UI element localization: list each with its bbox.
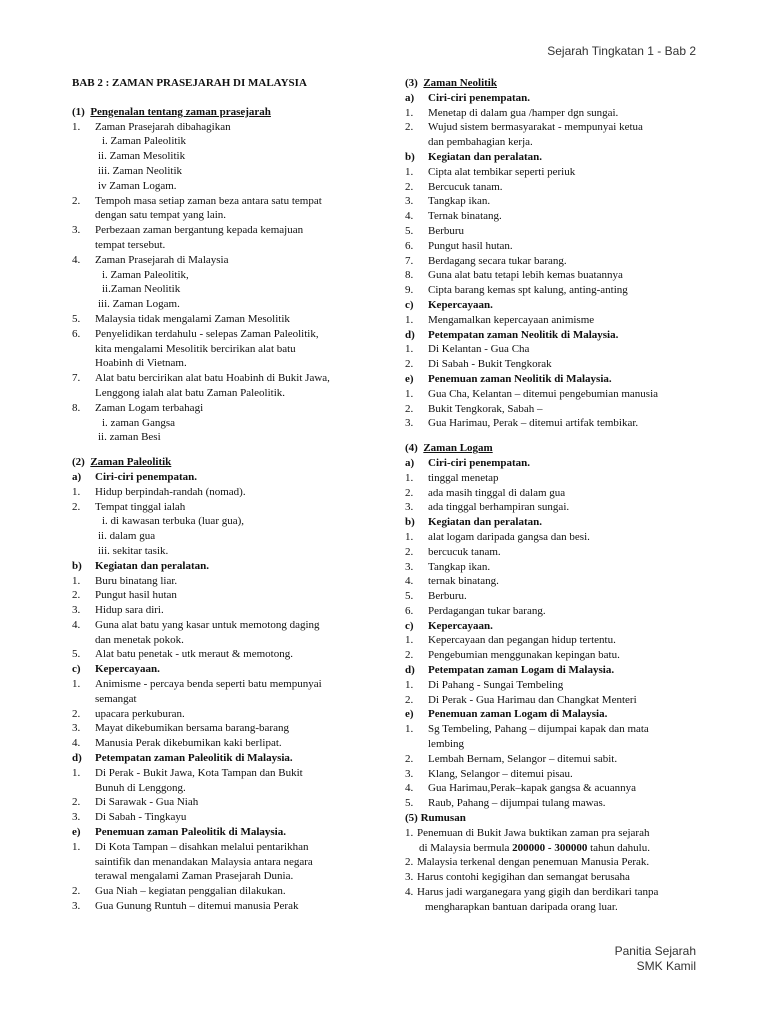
list-item: 5. Raub, Pahang – dijumpai tulang mawas. (405, 797, 606, 810)
sub-heading: d) Petempatan zaman Paleolitik di Malaysia. (72, 752, 293, 765)
list-item-continuation: dan pembahagian kerja. (428, 136, 533, 149)
sub-item: i. Zaman Paleolitik (102, 135, 187, 148)
list-item-continuation: dan menetak pokok. (95, 633, 184, 646)
sub-heading: e) Penemuan zaman Paleolitik di Malaysia. (72, 826, 286, 839)
list-item: 2. Lembah Bernam, Selangor – ditemui sabit. (405, 752, 618, 765)
list-item: 1. Di Perak - Bukit Jawa, Kota Tampan dan Bukit (72, 766, 303, 779)
list-item-continuation: dengan satu tempat yang lain. (95, 209, 227, 222)
sub-item: ii. dalam gua (98, 530, 156, 543)
list-item: 8. Zaman Logam terbahagi (72, 401, 204, 414)
list-item: 9. Cipta barang kemas spt kalung, anting-anting (405, 284, 628, 297)
page-footer (615, 944, 696, 974)
list-item: 1. Hidup berpindah-randah (nomad). (72, 485, 246, 498)
sub-heading: b) Kegiatan dan peralatan. (405, 516, 542, 529)
sub-heading: b) Kegiatan dan peralatan. (405, 150, 542, 163)
sub-item: iii. Zaman Neolitik (98, 164, 183, 177)
sub-item: ii. zaman Besi (98, 431, 161, 444)
list-item: 1. Gua Cha, Kelantan – ditemui pengebumian manusia (405, 387, 659, 400)
list-item: 2. ada masih tinggal di dalam gua (405, 486, 566, 499)
list-item: 6. Pungut hasil hutan. (405, 239, 513, 252)
list-item: 3. Di Sabah - Tingkayu (72, 811, 187, 824)
list-item: 5. Berburu. (405, 590, 467, 603)
list-item: 3. ada tinggal berhampiran sungai. (405, 501, 570, 514)
list-item: 2. Bukit Tengkorak, Sabah – (405, 402, 543, 415)
list-item: 3. Mayat dikebumikan bersama barang-barang (72, 722, 289, 735)
sub-heading: a) Ciri-ciri penempatan. (72, 470, 198, 483)
sub-heading: c) Kepercayaan. (405, 619, 493, 632)
list-item: 4. Harus jadi warganegara yang gigih dan berdikari tanpa (405, 886, 659, 899)
list-item: 3. Klang, Selangor – ditemui pisau. (405, 767, 573, 780)
list-item: 1. Animisme - percaya benda seperti batu mempunyai (72, 678, 322, 691)
list-item: 2. Tempat tinggal ialah (72, 500, 186, 513)
sub-heading: c) Kepercayaan. (72, 663, 160, 676)
list-item: 4. Guna alat batu yang kasar untuk memotong daging (72, 618, 320, 631)
list-item-continuation: semangat (95, 692, 137, 705)
list-item: 1. Di Kota Tampan – disahkan melalui pentarikhan (72, 840, 309, 853)
list-item: 1. Buru binatang liar. (72, 574, 178, 587)
sub-item: ii.Zaman Neolitik (102, 283, 181, 296)
list-item: 5. Alat batu penetak - utk meraut & memotong. (72, 648, 293, 661)
list-item: 2. upacara perkuburan. (72, 707, 185, 720)
section-1-heading: (1) Pengenalan tentang zaman prasejarah (72, 105, 271, 118)
list-item: 1. alat logam daripada gangsa dan besi. (405, 530, 590, 543)
list-item: 3. Gua Gunung Runtuh – ditemui manusia Perak (72, 900, 299, 913)
list-item: 3. Gua Harimau, Perak – ditemui artifak tembikar. (405, 417, 639, 430)
sub-item: iii. Zaman Logam. (98, 298, 180, 311)
list-item: 2. Malaysia terkenal dengan penemuan Manusia Perak. (405, 856, 650, 869)
list-item: 1. Mengamalkan kepercayaan animisme (405, 313, 595, 326)
list-item: 3. Perbezaan zaman bergantung kepada kemajuan (72, 224, 304, 237)
sub-item: i. Zaman Paleolitik, (102, 268, 189, 281)
list-item-continuation: kita mengalami Mesolitik bercirikan alat batu (95, 342, 296, 355)
list-item: 1. Sg Tembeling, Pahang – dijumpai kapak dan mata (405, 723, 649, 736)
right-column (405, 76, 697, 915)
sub-heading: d) Petempatan zaman Logam di Malaysia. (405, 664, 615, 677)
list-item: 8. Guna alat batu tetapi lebih kemas buatannya (405, 269, 623, 282)
list-item: 4. Gua Harimau,Perak–kapak gangsa & acuannya (405, 782, 637, 795)
list-item-continuation: Hoabinh di Vietnam. (95, 357, 187, 370)
list-item: 2. Wujud sistem bermasyarakat - mempunyai ketua (405, 121, 643, 134)
sub-item: i. zaman Gangsa (102, 416, 175, 429)
list-item: 1. Kepercayaan dan pegangan hidup tertentu. (405, 634, 616, 647)
list-item-continuation: di Malaysia bermula 200000 - 300000 tahun dahulu. (419, 841, 650, 854)
list-item: 2. bercucuk tanam. (405, 545, 501, 558)
list-item: 1. tinggal menetap (405, 471, 499, 484)
list-item: 2. Pengebumian menggunakan kepingan batu. (405, 649, 620, 662)
list-item: 4. Zaman Prasejarah di Malaysia (72, 253, 229, 266)
list-item: 1. Cipta alat tembikar seperti periuk (405, 165, 576, 178)
list-item: 1. Di Pahang - Sungai Tembeling (405, 678, 564, 691)
list-item: 5. Berburu (405, 224, 465, 237)
page-header: Sejarah Tingkatan 1 - Bab 2 (547, 44, 696, 58)
list-item: 3. Tangkap ikan. (405, 195, 491, 208)
sub-item: iii. sekitar tasik. (98, 544, 169, 557)
sub-heading: b) Kegiatan dan peralatan. (72, 559, 209, 572)
list-item: 1. Penemuan di Bukit Jawa buktikan zaman pra sejarah (405, 826, 650, 839)
list-item-continuation: Bunuh di Lenggong. (95, 781, 186, 794)
list-item: 3. Harus contohi kegigihan dan semangat berusaha (405, 871, 630, 884)
list-item: 2. Gua Niah – kegiatan penggalian dilakukan. (72, 885, 286, 898)
sub-item: i. di kawasan terbuka (luar gua), (102, 515, 245, 528)
list-item: 2. Tempoh masa setiap zaman beza antara satu tempat (72, 194, 322, 207)
footer-line-2: SMK Kamil (636, 959, 696, 973)
list-item: 3. Tangkap ikan. (405, 560, 491, 573)
list-item: 4. Manusia Perak dikebumikan kaki berlipat. (72, 737, 282, 750)
list-item: 4. Ternak binatang. (405, 210, 502, 223)
sub-heading: c) Kepercayaan. (405, 298, 493, 311)
list-item-continuation: mengharapkan bantuan daripada orang luar. (425, 900, 618, 913)
list-item: 2. Di Sabah - Bukit Tengkorak (405, 358, 552, 371)
list-item: 1. Di Kelantan - Gua Cha (405, 343, 530, 356)
footer-line-1: Panitia Sejarah (614, 944, 696, 958)
list-item-continuation: terawal mengalami Zaman Prasejarah Dunia. (95, 870, 294, 883)
list-item: 7. Alat batu bercirikan alat batu Hoabinh di Bukit Jawa, (72, 372, 330, 385)
sub-heading: e) Penemuan zaman Neolitik di Malaysia. (405, 372, 612, 385)
list-item: 4. ternak binatang. (405, 575, 499, 588)
section-3-heading: (3) Zaman Neolitik (405, 77, 497, 89)
list-item: 2. Bercucuk tanam. (405, 180, 503, 193)
list-item: 5. Malaysia tidak mengalami Zaman Mesolitik (72, 312, 290, 325)
list-item: 2. Di Perak - Gua Harimau dan Changkat Menteri (405, 693, 637, 706)
section-5-heading: (5) Rumusan (405, 812, 466, 825)
list-item: 2. Di Sarawak - Gua Niah (72, 796, 199, 809)
list-item: 1. Menetap di dalam gua /hamper dgn sungai. (405, 106, 619, 119)
sub-heading: a) Ciri-ciri penempatan. (405, 91, 531, 104)
list-item: 1. Zaman Prasejarah dibahagikan (72, 120, 231, 133)
section-4-heading: (4) Zaman Logam (405, 442, 493, 455)
chapter-title: BAB 2 : ZAMAN PRASEJARAH DI MALAYSIA (72, 77, 307, 89)
sub-heading: e) Penemuan zaman Logam di Malaysia. (405, 708, 608, 721)
left-column (72, 76, 364, 914)
list-item-continuation: lembing (428, 738, 465, 751)
list-item-continuation: tempat tersebut. (95, 238, 166, 251)
list-item: 7. Berdagang secara tukar barang. (405, 254, 567, 267)
list-item-continuation: saintifik dan menandakan Malaysia antara negara (95, 855, 313, 868)
list-item: 3. Hidup sara diri. (72, 604, 164, 617)
sub-heading: a) Ciri-ciri penempatan. (405, 456, 531, 469)
sub-item: ii. Zaman Mesolitik (98, 150, 186, 163)
list-item: 2. Pungut hasil hutan (72, 589, 177, 602)
sub-item: iv Zaman Logam. (98, 179, 177, 192)
list-item-continuation: Lenggong ialah alat batu Zaman Paleolitik. (95, 386, 285, 399)
list-item: 6. Perdagangan tukar barang. (405, 604, 546, 617)
list-item: 6. Penyelidikan terdahulu - selepas Zaman Paleolitik, (72, 327, 319, 340)
section-2-heading: (2) Zaman Paleolitik (72, 456, 172, 469)
sub-heading: d) Petempatan zaman Neolitik di Malaysia. (405, 328, 619, 341)
